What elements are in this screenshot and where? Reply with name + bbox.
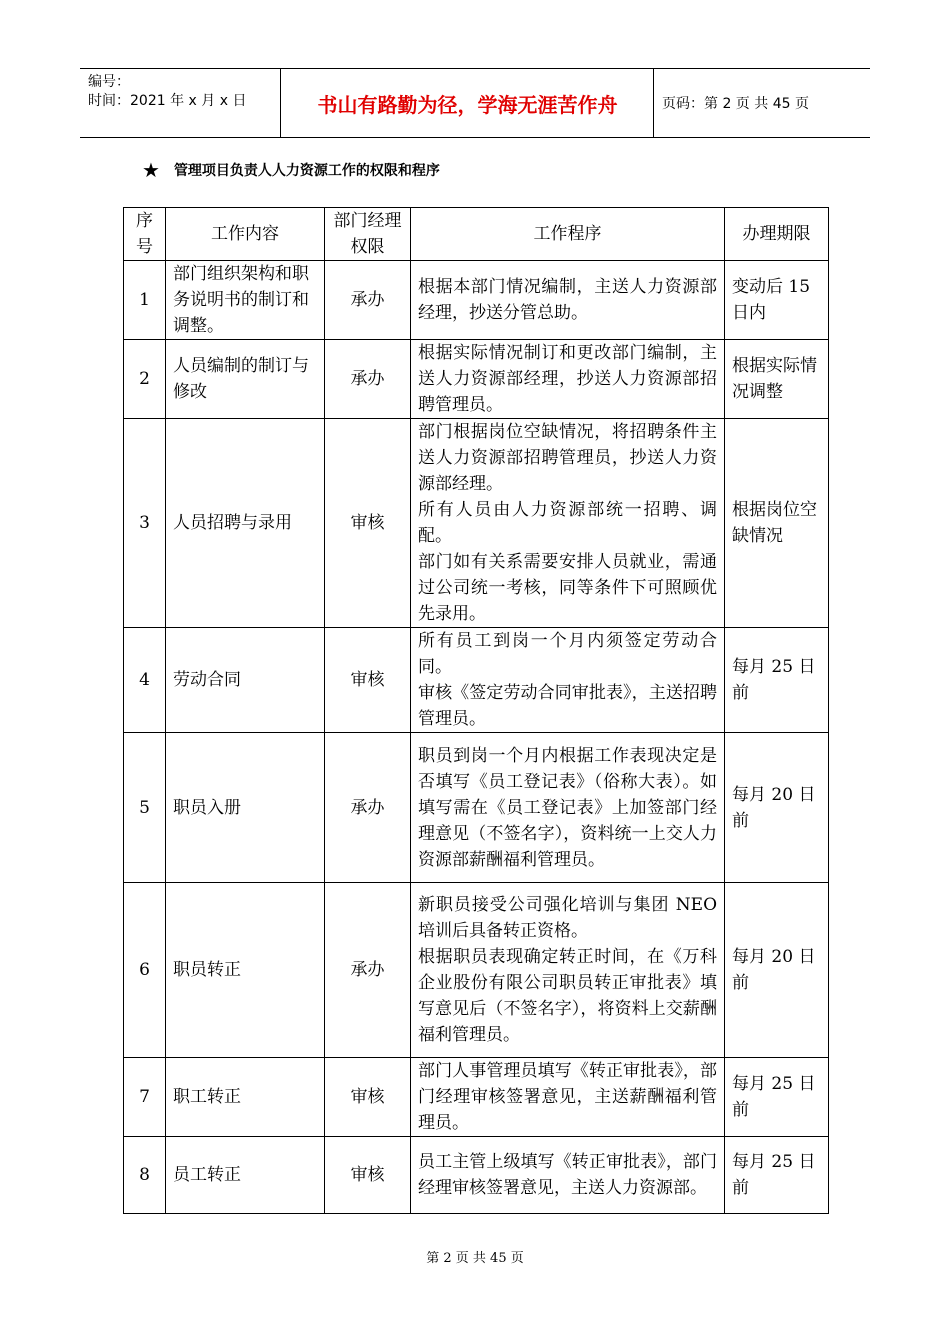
row-procedure: [411, 419, 725, 628]
row-deadline: 每月 20 日前: [725, 733, 829, 883]
page-header: [80, 68, 870, 138]
procedure-paragraph: 新职员接受公司强化培训与集团 NEO 培训后具备转正资格。: [418, 895, 717, 941]
row-authority: 承办: [325, 261, 411, 340]
row-procedure: [411, 1058, 725, 1137]
row-deadline: 变动后 15 日内: [725, 261, 829, 340]
table-row: [124, 883, 829, 1058]
header-motto: 书山有路勤为径，学海无涯苦作舟: [282, 69, 654, 137]
row-authority: 审核: [325, 628, 411, 733]
row-content: 人员招聘与录用: [166, 419, 325, 628]
row-content: 职员转正: [166, 883, 325, 1058]
doc-time-label: 时间：2021 年 x 月 x 日: [88, 93, 247, 109]
header-page-label: 页码：第 2 页 共 45 页: [662, 96, 809, 112]
row-procedure: [411, 261, 725, 340]
table-row: [124, 628, 829, 733]
doc-number-label: 编号：: [88, 74, 130, 90]
row-number: 8: [124, 1137, 166, 1214]
row-authority: 审核: [325, 419, 411, 628]
row-number: 1: [124, 261, 166, 340]
header-authority: 部门经理权限: [325, 208, 411, 261]
header-procedure: 工作程序: [411, 208, 725, 261]
row-content: 部门组织架构和职务说明书的制订和调整。: [166, 261, 325, 340]
row-authority: 审核: [325, 1058, 411, 1137]
table-row: [124, 1137, 829, 1214]
star-icon: ★: [142, 158, 160, 182]
row-authority: 审核: [325, 1137, 411, 1214]
row-authority: 承办: [325, 340, 411, 419]
row-deadline: 根据实际情况调整: [725, 340, 829, 419]
table-row: [124, 340, 829, 419]
table-row: [124, 1058, 829, 1137]
row-content: 职员入册: [166, 733, 325, 883]
table-header-row: [124, 208, 829, 261]
procedure-paragraph: 员工主管上级填写《转正审批表》，部门经理审核签署意见，主送人力资源部。: [418, 1152, 717, 1198]
section-title: 管理项目负责人人力资源工作的权限和程序: [173, 163, 440, 179]
procedure-paragraph: 部门如有关系需要安排人员就业，需通过公司统一考核，同等条件下可照顾优先录用。: [418, 552, 717, 624]
row-number: 6: [124, 883, 166, 1058]
procedure-paragraph: 根据职员表现确定转正时间，在《万科企业股份有限公司职员转正审批表》填写意见后（不签名字），将资料上交薪酬福利管理员。: [418, 947, 717, 1045]
row-deadline: 根据岗位空缺情况: [725, 419, 829, 628]
header-deadline: 办理期限: [725, 208, 829, 261]
table-row: [124, 733, 829, 883]
row-number: 3: [124, 419, 166, 628]
procedure-paragraph: 所有人员由人力资源部统一招聘、调配。: [418, 500, 717, 546]
row-deadline: 每月 25 日前: [725, 1137, 829, 1214]
table-row: [124, 419, 829, 628]
header-meta: [80, 69, 281, 137]
row-deadline: 每月 20 日前: [725, 883, 829, 1058]
row-number: 7: [124, 1058, 166, 1137]
header-no: 序号: [124, 208, 166, 261]
procedure-paragraph: 审核《签定劳动合同审批表》，主送招聘管理员。: [418, 683, 717, 729]
row-authority: 承办: [325, 733, 411, 883]
row-deadline: 每月 25 日前: [725, 1058, 829, 1137]
row-procedure: [411, 1137, 725, 1214]
row-procedure: [411, 340, 725, 419]
section-heading: [142, 160, 440, 180]
hr-authority-table: [123, 207, 829, 1214]
row-deadline: 每月 25 日前: [725, 628, 829, 733]
row-content: 人员编制的制订与修改: [166, 340, 325, 419]
row-authority: 承办: [325, 883, 411, 1058]
row-procedure: [411, 628, 725, 733]
table-row: [124, 261, 829, 340]
row-content: 职工转正: [166, 1058, 325, 1137]
row-number: 4: [124, 628, 166, 733]
procedure-paragraph: 所有员工到岗一个月内须签定劳动合同。: [418, 631, 717, 677]
row-number: 2: [124, 340, 166, 419]
row-procedure: [411, 883, 725, 1058]
row-procedure: [411, 733, 725, 883]
row-number: 5: [124, 733, 166, 883]
procedure-paragraph: 部门根据岗位空缺情况，将招聘条件主送人力资源部招聘管理员，抄送人力资源部经理。: [418, 422, 717, 494]
row-content: 劳动合同: [166, 628, 325, 733]
procedure-paragraph: 根据本部门情况编制，主送人力资源部经理，抄送分管总助。: [418, 277, 717, 323]
page-footer: 第 2 页 共 45 页: [426, 1251, 524, 1266]
header-content: 工作内容: [166, 208, 325, 261]
procedure-paragraph: 根据实际情况制订和更改部门编制，主送人力资源部经理，抄送人力资源部招聘管理员。: [418, 343, 717, 415]
procedure-paragraph: 职员到岗一个月内根据工作表现决定是否填写《员工登记表》（俗称大表）。如填写需在《员工登记表》上加签部门经理意见（不签名字），资料统一上交人力资源部薪酬福利管理员。: [418, 745, 717, 870]
row-content: 员工转正: [166, 1137, 325, 1214]
procedure-paragraph: 部门人事管理员填写《转正审批表》，部门经理审核签署意见，主送薪酬福利管理员。: [418, 1061, 717, 1133]
